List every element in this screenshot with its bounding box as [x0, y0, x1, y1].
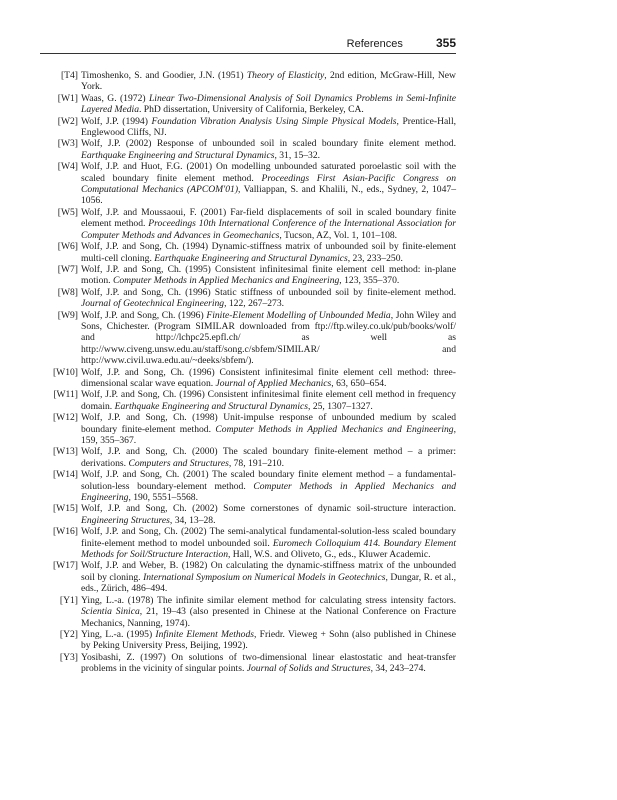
reference-label: [W16]: [52, 526, 78, 538]
reference-citation: Wolf, J.P. and Song, Ch. (2002) Some cornerstones of dynamic soil-structure interaction.: [81, 503, 456, 515]
reference-entry: [38, 367, 456, 390]
reference-details: , Tucson, AZ, Vol. 1, 101–108.: [279, 229, 398, 241]
reference-source-title: Journal of Solids and Structures: [246, 663, 371, 675]
reference-entry: [38, 629, 456, 652]
reference-citation: Waas, G. (1972): [81, 92, 149, 104]
reference-citation: Wolf, J.P. and Weber, B. (1982) On calculating the dynamic-stiffness matrix of the unbounded soil by cloning.: [81, 560, 456, 583]
reference-source-title: Euromech Colloquium 414. Boundary Element Methods for Soil/Structure Interaction: [81, 537, 456, 561]
reference-details: , 159, 355–367.: [81, 423, 456, 446]
reference-label: [W8]: [57, 286, 78, 298]
reference-details: , 123, 355–370.: [339, 275, 400, 287]
reference-entry: [38, 389, 456, 412]
reference-entry: [38, 310, 456, 367]
reference-entry: [38, 116, 456, 139]
reference-source-title: Computers and Structures: [128, 457, 229, 469]
reference-text: [81, 116, 456, 139]
reference-details: , Hall, W.S. and Oliveto, G., eds., Kluwer Academic.: [228, 549, 431, 561]
reference-entry: [38, 652, 456, 675]
reference-text: [81, 446, 456, 469]
reference-citation: Wolf, J.P. and Song, Ch. (1996) Consistent infinitesimal finite element cell method in frequency domain.: [81, 389, 456, 412]
reference-details: , 78, 191–210.: [228, 457, 284, 469]
reference-details: , Friedr. Vieweg + Sohn (also published in Chinese by Peking University Press, Beijing, 1992).: [81, 628, 456, 652]
reference-details: , 21, 19–43 (also presented in Chinese at the National Conference on Fracture Mechanics, Nanning, 1974).: [81, 606, 456, 629]
reference-source-title: Computer Methods in Applied Mechanics and Engineering: [215, 423, 454, 435]
reference-citation: Wolf, J.P. (1994): [81, 115, 152, 127]
reference-list: [38, 70, 456, 675]
reference-text: [81, 207, 456, 241]
running-title: References: [346, 38, 403, 50]
reference-entry: [38, 560, 456, 594]
reference-text: [81, 287, 456, 310]
reference-label: [Y2]: [59, 628, 78, 640]
reference-text: [81, 629, 456, 652]
reference-entry: [38, 241, 456, 264]
header-rule: [40, 53, 456, 54]
reference-source-title: Computer Methods in Applied Mechanics and Engineering: [81, 480, 456, 504]
reference-source-title: Proceedings 10th International Conference of the International Association for Computer Methods and Advances in Geomechanics: [81, 218, 456, 241]
reference-label: [W17]: [52, 560, 78, 572]
reference-citation: Yosibashi, Z. (1997) On solutions of two-dimensional linear elastostatic and heat-transfer problems in the vicinity of singular points.: [81, 651, 456, 675]
reference-source-title: Scientia Sinica: [81, 606, 140, 618]
reference-source-title: Journal of Geotechnical Engineering: [81, 298, 225, 310]
reference-entry: [38, 503, 456, 526]
reference-text: [81, 389, 456, 412]
reference-source-title: Foundation Vibration Analysis Using Simple Physical Models: [151, 115, 397, 127]
reference-text: [81, 161, 456, 207]
reference-details: , 190, 5551–5568.: [128, 492, 198, 504]
reference-label: [Y3]: [59, 651, 78, 663]
reference-details: , 2nd edition, McGraw-Hill, New York.: [81, 70, 456, 93]
reference-label: [W12]: [52, 412, 78, 424]
reference-source-title: Finite-Element Modelling of Unbounded Media: [206, 309, 391, 321]
reference-text: [81, 138, 456, 161]
reference-text: [81, 469, 456, 503]
reference-citation: Wolf, J.P. and Song, Ch. (1995) Consistent infinitesimal finite element cell method: in-plane motion.: [81, 263, 456, 287]
reference-entry: [38, 70, 456, 93]
reference-citation: Wolf, J.P. and Song, Ch. (2001) The scaled boundary finite element method – a fundamental-solution-less boundary-element method.: [81, 469, 456, 492]
reference-details: , John Wiley and Sons, Chichester. (Program SIMILAR downloaded from ftp://ftp.wiley.co.uk/pub/books/wolf/ and http://lchpc25.epfl.ch/ as well as http://www.civeng.unsw.edu.au/staff/song.c/sbfem/SIMILAR/ and http://www.civil.uwa.edu.au/~deeks/sbfem/).: [81, 309, 457, 367]
page-number: 355: [435, 36, 456, 50]
reference-label: [W6]: [57, 241, 78, 253]
reference-entry: [38, 412, 456, 446]
reference-label: [W14]: [52, 469, 78, 481]
reference-details: . PhD dissertation, University of California, Berkeley, CA.: [139, 104, 364, 116]
reference-source-title: Computer Methods in Applied Mechanics and Engineering: [112, 275, 340, 287]
reference-label: [Y1]: [59, 594, 78, 606]
reference-label: [W11]: [53, 389, 78, 401]
reference-text: [81, 412, 456, 446]
reference-entry: [38, 446, 456, 469]
reference-details: , 25, 1307–1327.: [308, 400, 373, 412]
reference-citation: Wolf, J.P. and Song, Ch. (1996) Consistent infinitesimal finite element cell method: three-dimensional scalar wave equation.: [81, 366, 456, 389]
reference-source-title: Earthquake Engineering and Structural Dynamics: [154, 252, 348, 264]
reference-text: [81, 652, 456, 675]
reference-source-title: Linear Two-Dimensional Analysis of Soil Dynamics Problems in Semi-Infinite Layered Media: [81, 92, 456, 116]
reference-entry: [38, 595, 456, 629]
reference-label: [W5]: [57, 206, 78, 218]
page-header: [40, 36, 456, 52]
reference-text: [81, 560, 456, 594]
reference-citation: Wolf, J.P. and Song, Ch. (2000) The scaled boundary finite-element method – a primer: derivations.: [81, 446, 456, 469]
reference-label: [W10]: [52, 366, 78, 378]
reference-details: , 23, 233–250.: [347, 252, 403, 264]
reference-citation: Wolf, J.P. and Song, Ch. (1996) Static stiffness of unbounded soil by finite-element method.: [81, 286, 456, 298]
reference-source-title: Engineering Structures: [81, 514, 170, 526]
reference-citation: Wolf, J.P. and Moussaoui, F. (2001) Far-field displacements of soil in scaled boundary finite element method.: [81, 206, 456, 230]
reference-details: , Valliappan, S. and Khalili, N., eds., Sydney, 2, 1047–1056.: [81, 184, 456, 207]
reference-citation: Wolf, J.P. and Song, Ch. (2002) The semi-analytical fundamental-solution-less scaled boundary finite-element method to model unbounded soil.: [81, 526, 456, 549]
reference-label: [W15]: [52, 503, 78, 515]
reference-source-title: Journal of Applied Mechanics: [215, 377, 332, 389]
reference-text: [81, 595, 456, 629]
reference-details: , Dungar, R. et al., eds., Zürich, 486–494.: [81, 571, 456, 595]
reference-label: [W9]: [57, 309, 78, 321]
reference-details: , 63, 650–654.: [331, 377, 387, 389]
reference-text: [81, 241, 456, 264]
reference-source-title: Earthquake Engineering and Structural Dynamics: [81, 149, 275, 161]
reference-citation: Wolf, J.P. (2002) Response of unbounded soil in scaled boundary finite element method.: [81, 138, 456, 150]
reference-details: , 122, 267–273.: [224, 298, 285, 310]
reference-text: [81, 503, 456, 526]
reference-source-title: Theory of Elasticity: [246, 70, 325, 81]
reference-entry: [38, 469, 456, 503]
reference-text: [81, 367, 456, 390]
reference-details: , 31, 15–32.: [274, 149, 321, 161]
reference-text: [81, 264, 456, 287]
reference-text: [81, 526, 456, 560]
reference-label: [W13]: [52, 446, 78, 458]
reference-label: [T4]: [60, 70, 78, 81]
reference-text: [81, 70, 456, 93]
reference-label: [W7]: [57, 263, 78, 275]
reference-label: [W1]: [57, 92, 78, 104]
reference-text: [81, 310, 456, 367]
reference-source-title: Infinite Element Methods: [155, 628, 255, 640]
reference-source-title: Proceedings First Asian-Pacific Congress on Computational Mechanics (APCOM'01): [81, 172, 457, 196]
reference-citation: Wolf, J.P. and Song, Ch. (1996): [81, 309, 207, 321]
reference-label: [W2]: [57, 115, 78, 127]
reference-entry: [38, 526, 456, 560]
reference-citation: Ying, L.-a. (1995): [81, 628, 156, 640]
reference-entry: [38, 207, 456, 241]
reference-entry: [38, 161, 456, 207]
reference-citation: Ying, L.-a. (1978) The infinite similar element method for calculating stress intensity factors.: [81, 594, 456, 606]
reference-citation: Wolf, J.P. and Song, Ch. (1998) Unit-impulse response of unbounded medium by scaled boundary finite-element method.: [81, 412, 456, 435]
reference-label: [W4]: [57, 161, 78, 173]
reference-entry: [38, 93, 456, 116]
reference-details: , 34, 243–274.: [370, 663, 426, 675]
reference-text: [81, 93, 456, 116]
reference-details: , Prentice-Hall, Englewood Cliffs, NJ.: [81, 115, 457, 139]
reference-entry: [38, 264, 456, 287]
reference-source-title: International Symposium on Numerical Models in Geotechnics: [143, 571, 386, 583]
reference-label: [W3]: [57, 138, 78, 150]
reference-entry: [38, 138, 456, 161]
reference-entry: [38, 287, 456, 310]
reference-citation: Timoshenko, S. and Goodier, J.N. (1951): [81, 70, 247, 81]
reference-source-title: Earthquake Engineering and Structural Dynamics: [114, 400, 309, 412]
reference-citation: Wolf, J.P. and Song, Ch. (1994) Dynamic-stiffness matrix of unbounded soil by finite-element multi-cell cloning.: [81, 241, 456, 264]
reference-citation: Wolf, J.P. and Huot, F.G. (2001) On modelling unbounded saturated poroelastic soil with the scaled boundary finite element method.: [81, 161, 456, 184]
reference-details: , 34, 13–28.: [169, 514, 216, 526]
